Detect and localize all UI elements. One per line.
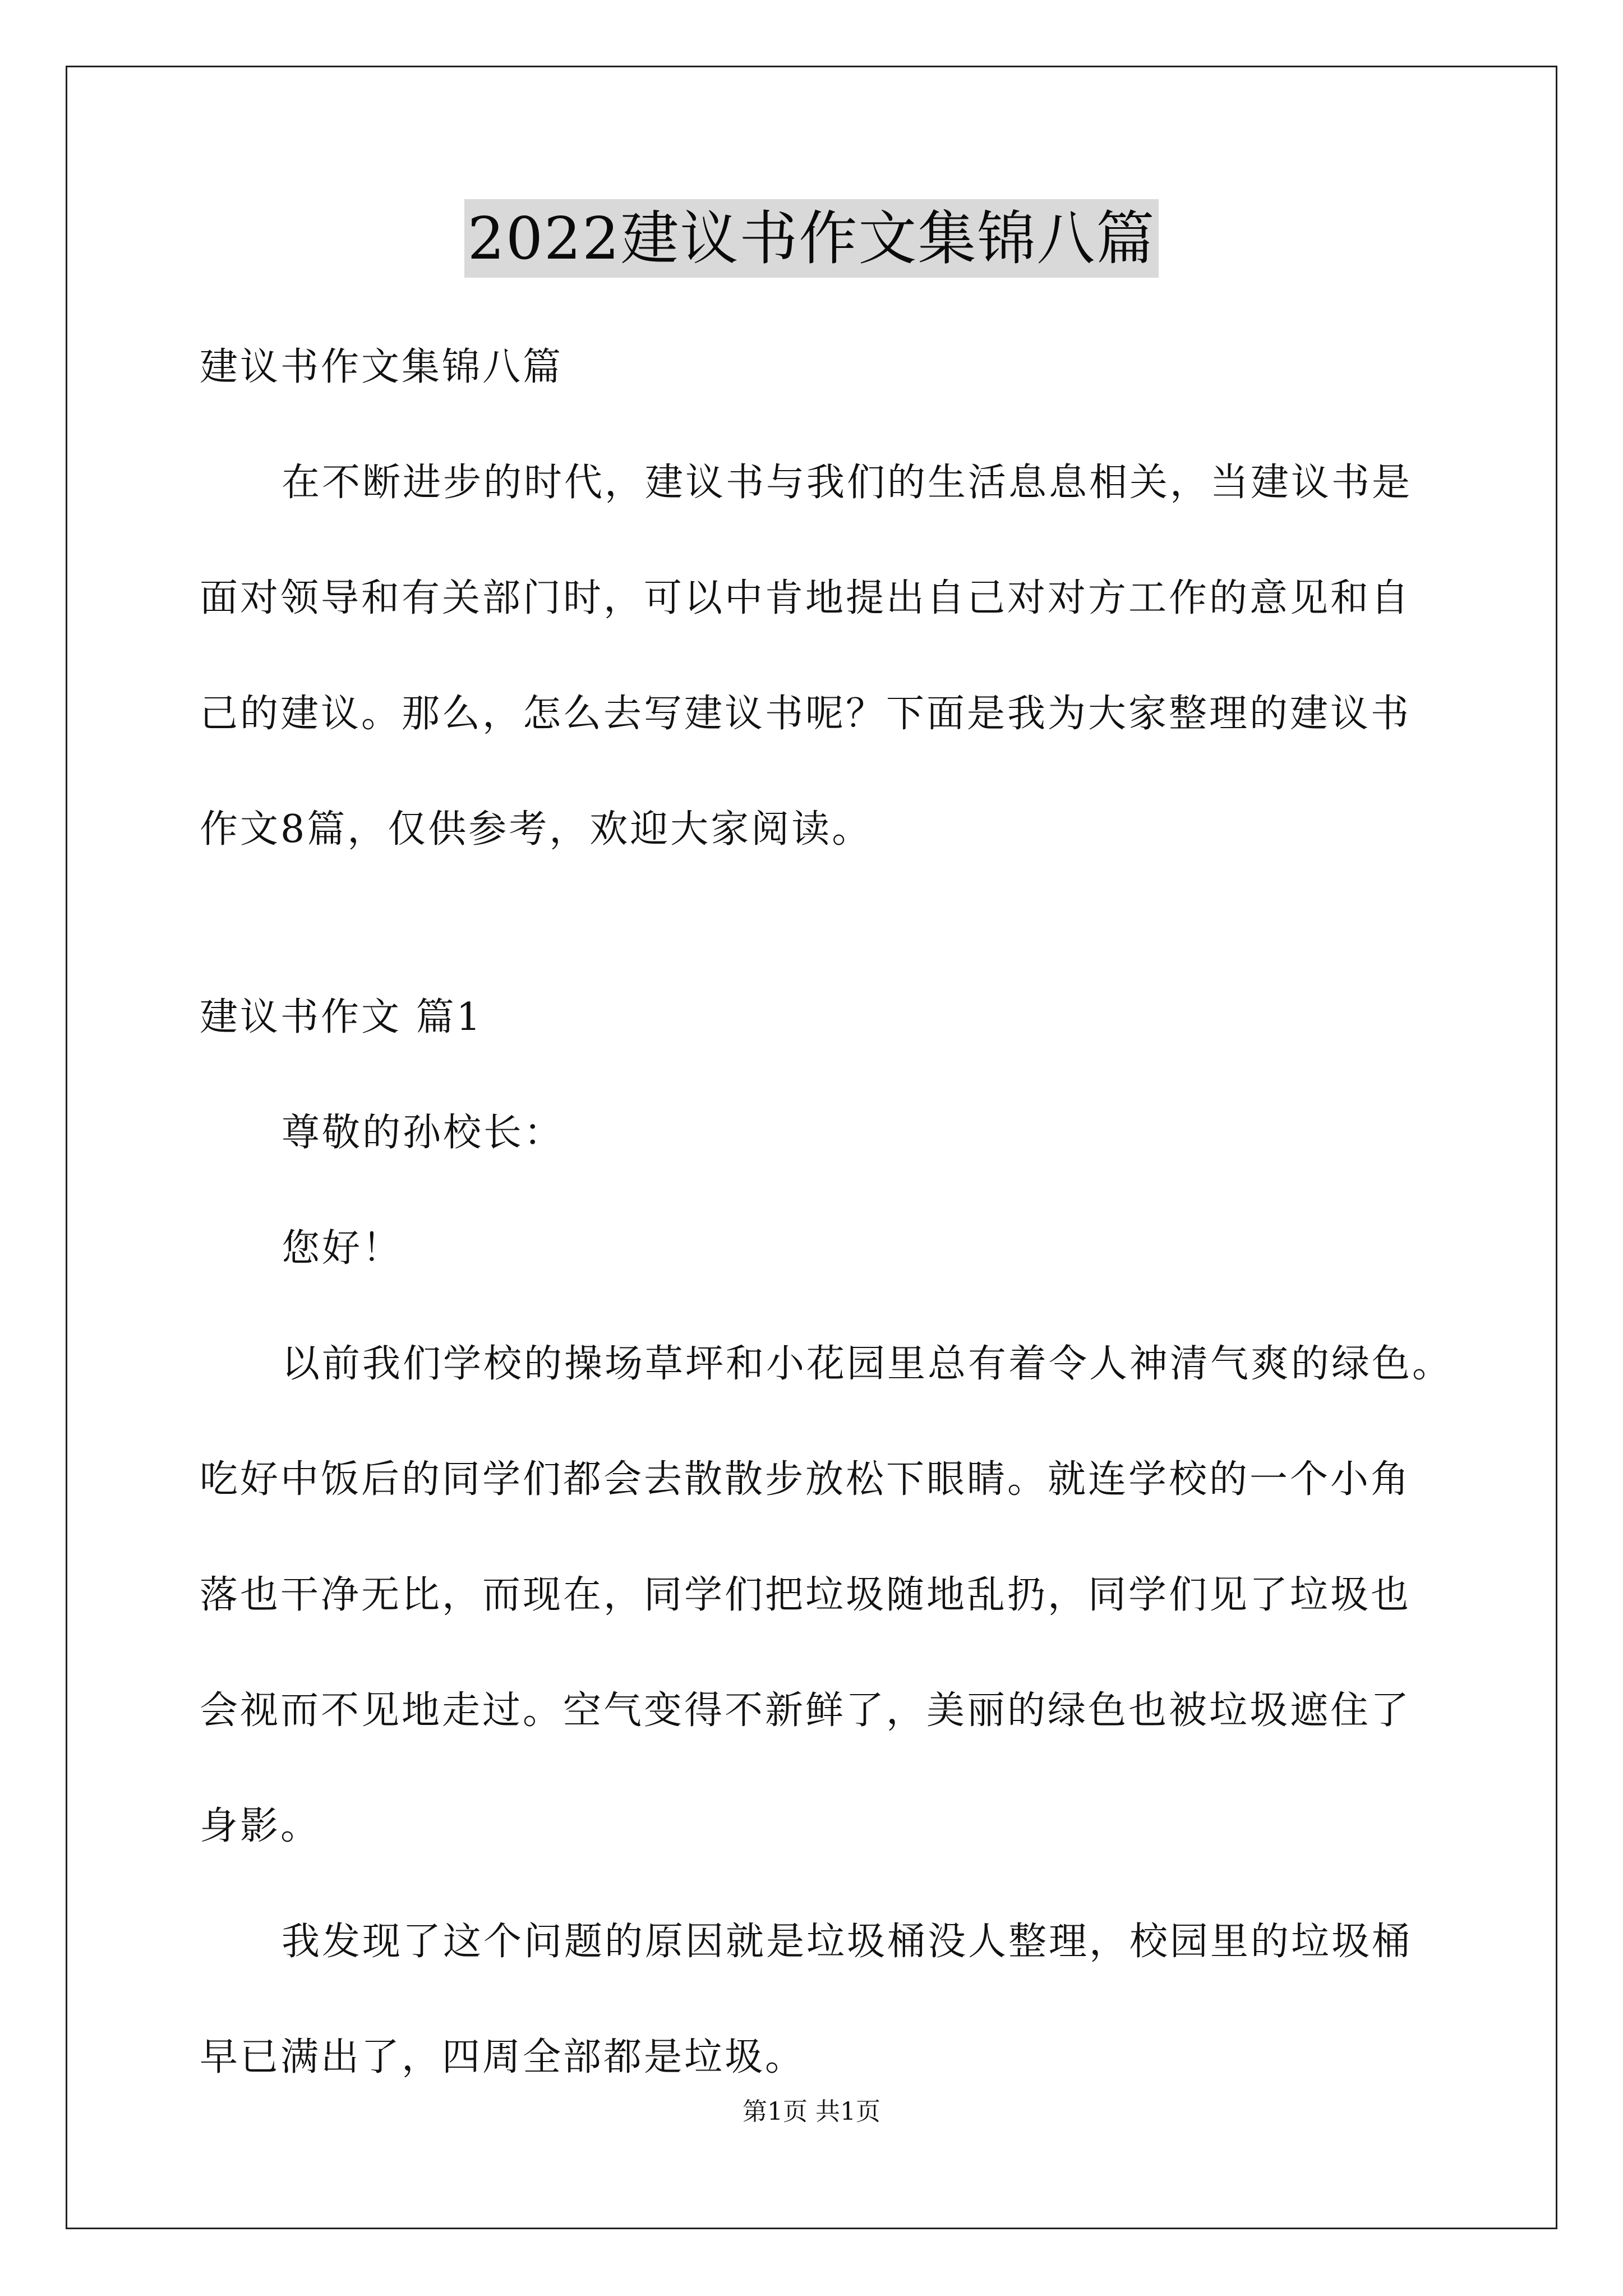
page-number-footer: 第1页 共1页 <box>743 2097 880 2126</box>
greeting-line: 您好！ <box>282 1226 403 1271</box>
paragraph-line: 作文8篇，仅供参考，欢迎大家阅读。 <box>200 807 873 852</box>
paragraph-line: 以前我们学校的操场草坪和小花园里总有着令人神清气爽的绿色。 <box>282 1342 1453 1386</box>
paragraph-line: 面对领导和有关部门时，可以中肯地提出自己对对方工作的意见和自 <box>200 576 1412 620</box>
paragraph-line: 落也干净无比，而现在，同学们把垃圾随地乱扔，同学们见了垃圾也 <box>200 1573 1412 1617</box>
paragraph-line: 吃好中饭后的同学们都会去散散步放松下眼睛。就连学校的一个小角 <box>200 1457 1412 1502</box>
paragraph-line: 早已满出了，四周全部都是垃圾。 <box>200 2035 806 2079</box>
title-container <box>0 199 1623 278</box>
paragraph-line: 会视而不见地走过。空气变得不新鲜了，美丽的绿色也被垃圾遮住了 <box>200 1688 1412 1733</box>
subtitle-line: 建议书作文集锦八篇 <box>200 345 564 389</box>
paragraph-line: 身影。 <box>200 1804 321 1848</box>
document-title: 2022建议书作文集锦八篇 <box>464 199 1159 278</box>
section-heading: 建议书作文 篇1 <box>200 995 483 1039</box>
paragraph-line: 在不断进步的时代，建议书与我们的生活息息相关，当建议书是 <box>282 461 1413 505</box>
document-body <box>200 339 1453 2086</box>
paragraph-line: 我发现了这个问题的原因就是垃圾桶没人整理，校园里的垃圾桶 <box>282 1920 1413 1964</box>
paragraph-line: 己的建议。那么，怎么去写建议书呢？下面是我为大家整理的建议书 <box>200 692 1412 736</box>
salutation-line: 尊敬的孙校长： <box>282 1111 565 1155</box>
